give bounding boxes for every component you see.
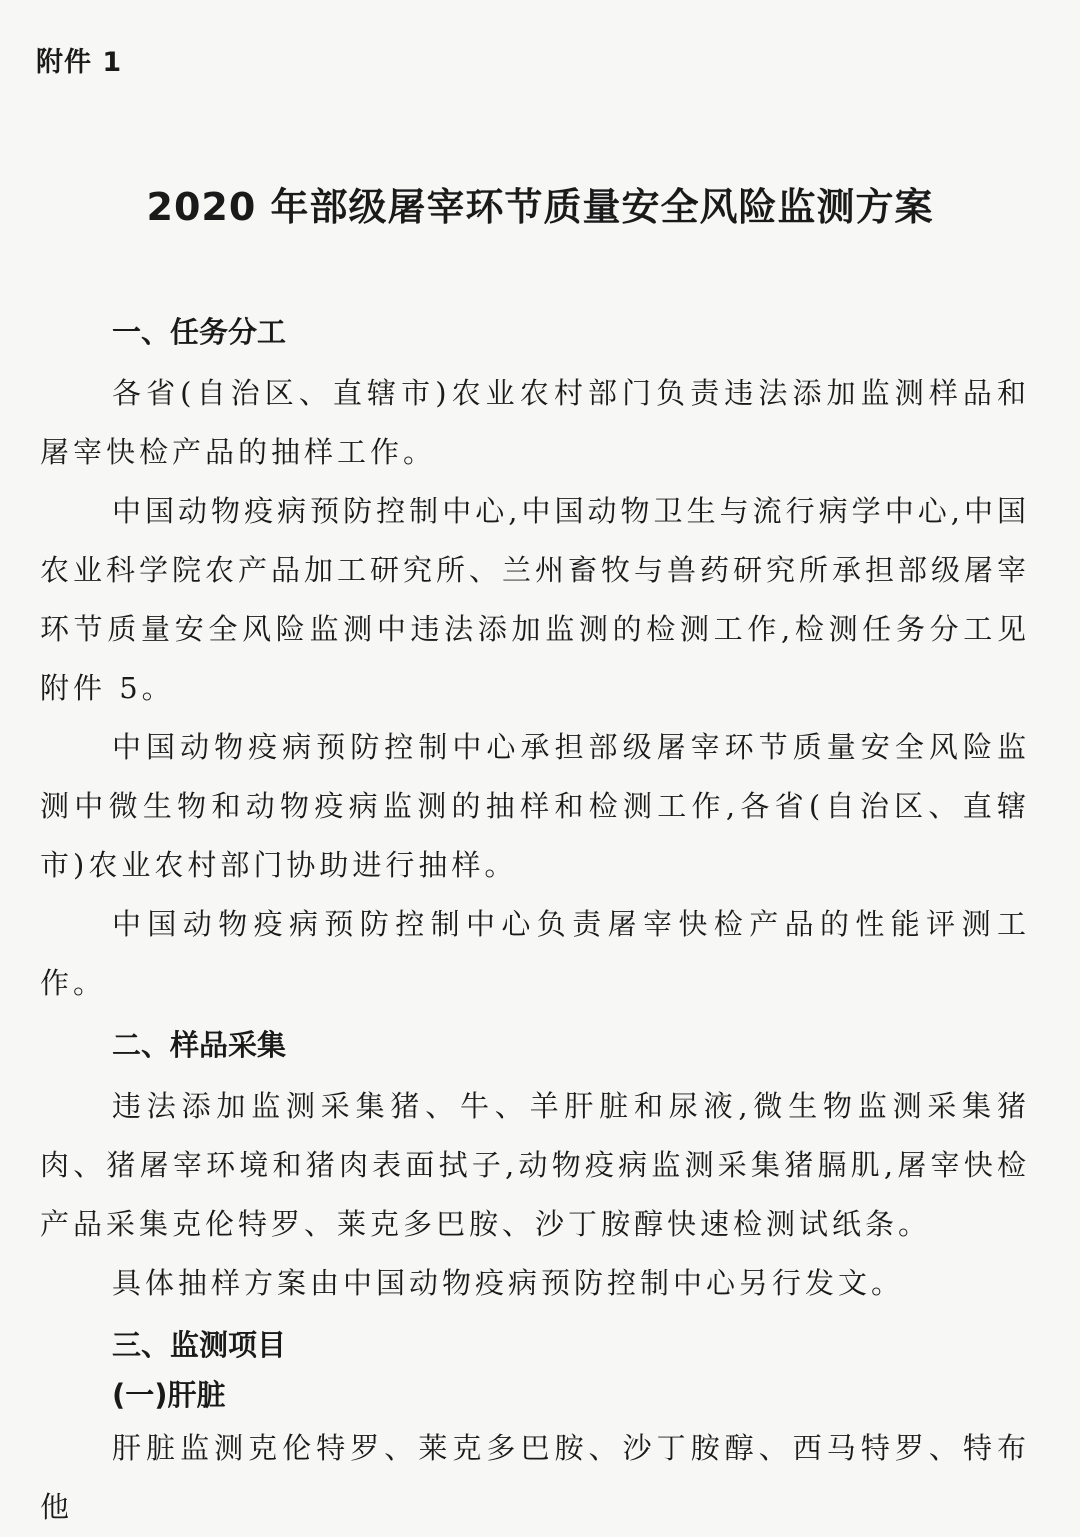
paragraph: 中国动物疫病预防控制中心,中国动物卫生与流行病学中心,中国农业科学院农产品加工研究所、兰州畜牧与兽药研究所承担部级屠宰环节质量安全风险监测中违法添加监测的检测工作,检测任务分工见附件 5。: [40, 494, 1031, 705]
paragraph: 各省(自治区、直辖市)农业农村部门负责违法添加监测样品和屠宰快检产品的抽样工作。: [40, 376, 1030, 469]
subsection-heading-liver: (一)肝脏: [112, 1378, 226, 1412]
section-heading-sample-collection: 二、样品采集: [112, 1028, 287, 1062]
document-body: [40, 314, 1030, 1537]
paragraph: 具体抽样方案由中国动物疫病预防控制中心另行发文。: [112, 1266, 905, 1300]
section-heading-monitoring-items: 三、监测项目: [112, 1328, 287, 1362]
section-heading-task-division: 一、任务分工: [112, 315, 287, 349]
paragraph: 肝脏监测克伦特罗、莱克多巴胺、沙丁胺醇、西马特罗、特布他: [40, 1431, 1030, 1524]
document-title: 2020 年部级屠宰环节质量安全风险监测方案: [146, 185, 934, 229]
paragraph: 中国动物疫病预防控制中心负责屠宰快检产品的性能评测工作。: [40, 907, 1030, 1000]
attachment-label: 附件 1: [36, 47, 123, 78]
paragraph: 违法添加监测采集猪、牛、羊肝脏和尿液,微生物监测采集猪肉、猪屠宰环境和猪肉表面拭子,动物疫病监测采集猪膈肌,屠宰快检产品采集克伦特罗、莱克多巴胺、沙丁胺醇快速检测试纸条。: [40, 1089, 1030, 1241]
paragraph: 中国动物疫病预防控制中心承担部级屠宰环节质量安全风险监测中微生物和动物疫病监测的抽样和检测工作,各省(自治区、直辖市)农业农村部门协助进行抽样。: [40, 730, 1030, 882]
